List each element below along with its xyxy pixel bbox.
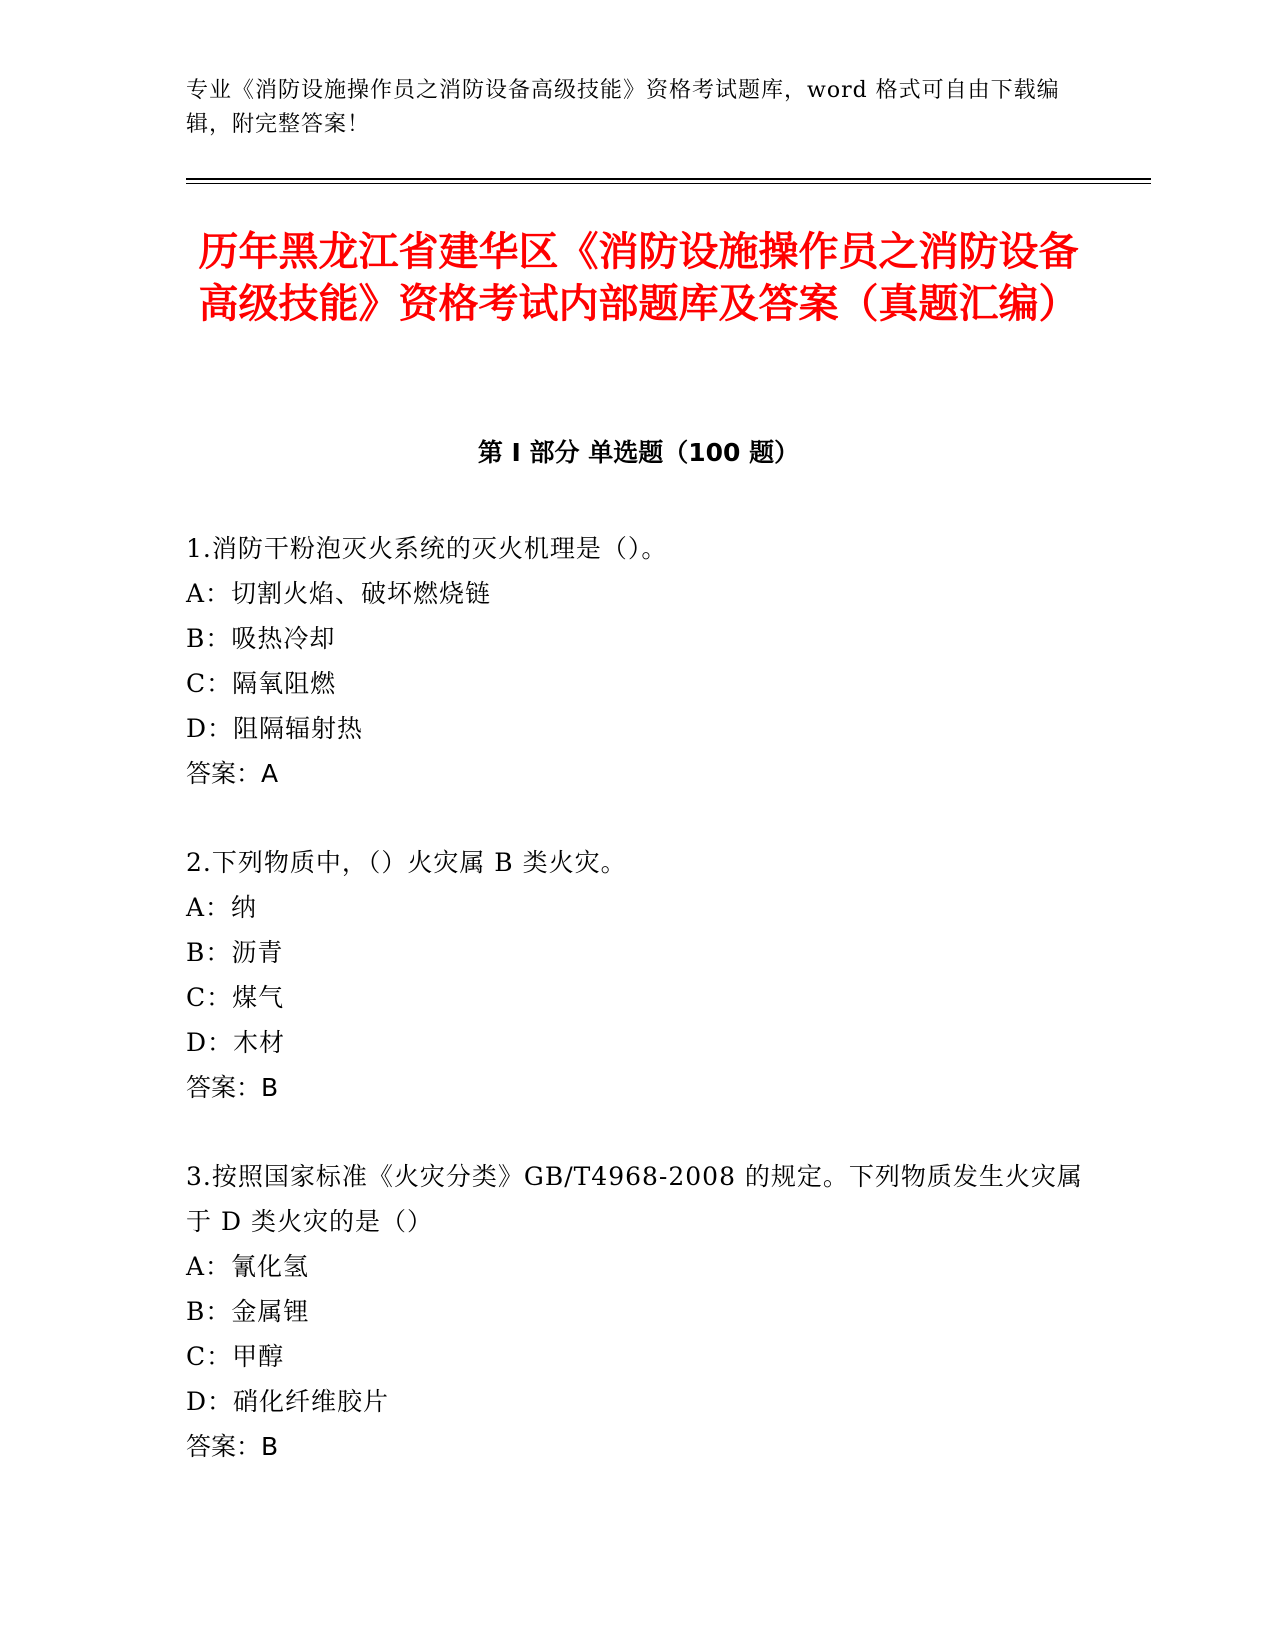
- question-option: A：纳: [186, 893, 258, 922]
- header-divider-thin: [186, 183, 1151, 184]
- header-divider-thick: [186, 178, 1151, 180]
- question-stem: 2.下列物质中，（）火灾属 B 类火灾。: [186, 848, 627, 877]
- question-answer: 答案：B: [186, 1432, 279, 1461]
- question-option: C：煤气: [186, 983, 285, 1012]
- question-option: D：硝化纤维胶片: [186, 1387, 390, 1416]
- question-option: D：阻隔辐射热: [186, 714, 364, 743]
- question-option: D：木材: [186, 1028, 286, 1057]
- question-answer: 答案：A: [186, 759, 279, 788]
- question-option: C：隔氧阻燃: [186, 669, 337, 698]
- question-item: [186, 1154, 1091, 1469]
- question-list: [186, 526, 1091, 1513]
- section-heading: 第 I 部分 单选题（100 题）: [477, 438, 800, 467]
- question-option: A：氰化氢: [186, 1252, 310, 1281]
- question-option: B：金属锂: [186, 1297, 310, 1326]
- question-option: B：吸热冷却: [186, 624, 336, 653]
- question-answer: 答案：B: [186, 1073, 279, 1102]
- question-option: B：沥青: [186, 938, 284, 967]
- question-stem: 3.按照国家标准《火灾分类》GB/T4968-2008 的规定。下列物质发生火灾属于 D 类火灾的是（）: [186, 1162, 1083, 1236]
- question-item: [186, 840, 1091, 1110]
- header-note: 专业《消防设施操作员之消防设备高级技能》资格考试题库，word 格式可自由下载编辑，附完整答案！: [186, 78, 1060, 137]
- question-item: [186, 526, 1091, 796]
- question-option: A：切割火焰、破坏燃烧链: [186, 579, 492, 608]
- question-stem: 1.消防干粉泡灭火系统的灭火机理是（）。: [186, 534, 668, 563]
- question-option: C：甲醇: [186, 1342, 285, 1371]
- document-title: 历年黑龙江省建华区《消防设施操作员之消防设备高级技能》资格考试内部题库及答案（真题汇编）: [198, 229, 1079, 327]
